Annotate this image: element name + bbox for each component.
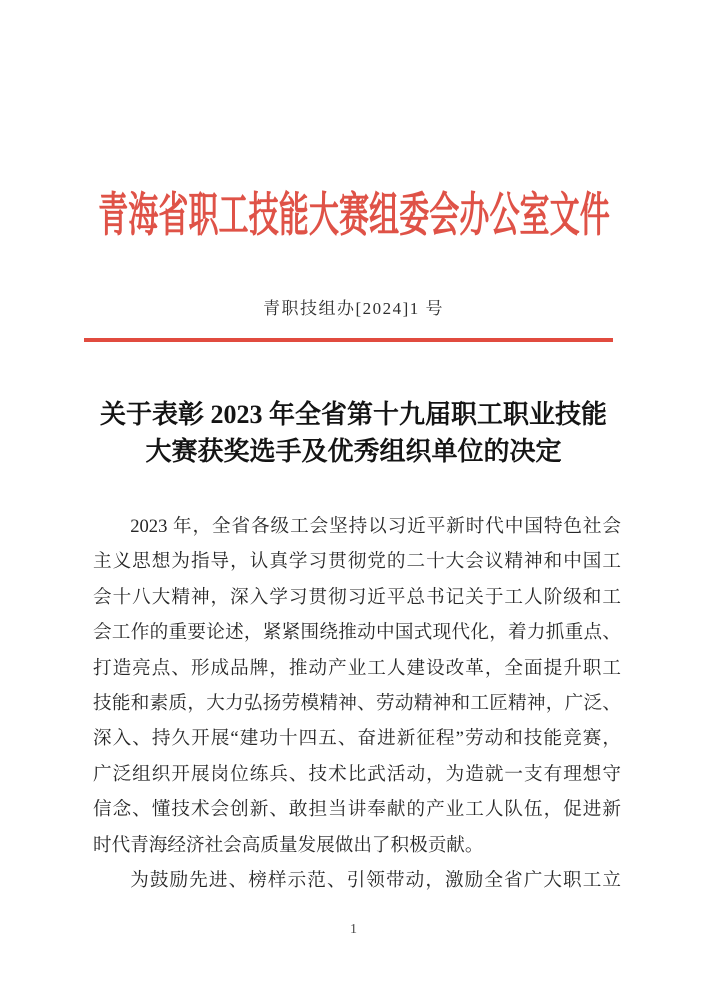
body-line: 广泛组织开展岗位练兵、技术比武活动，为造就一支有理想守	[93, 763, 621, 785]
document-title-line-2: 大赛获奖选手及优秀组织单位的决定	[145, 437, 562, 466]
document-body	[93, 509, 621, 898]
body-line: 打造亮点、形成品牌，推动产业工人建设改革，全面提升职工	[93, 657, 621, 679]
body-line: 2023 年，全省各级工会坚持以习近平新时代中国特色社会	[130, 516, 621, 537]
body-line: 主义思想为指导，认真学习贯彻党的二十大会议精神和中国工	[93, 551, 621, 573]
document-header-title: 青海省职工技能大赛组委会办公室文件	[97, 190, 610, 242]
body-line: 时代青海经济社会高质量发展做出了积极贡献。	[93, 834, 484, 856]
body-line: 会工作的重要论述，紧紧围绕推动中国式现代化，着力抓重点、	[93, 622, 621, 644]
document-number: 青职技组办[2024]1 号	[262, 299, 445, 318]
body-line: 会十八大精神，深入学习贯彻习近平总书记关于工人阶级和工	[93, 586, 621, 608]
body-line: 为鼓励先进、榜样示范、引领带动，激励全省广大职工立	[130, 870, 621, 892]
page-number: 1	[350, 922, 357, 937]
body-line: 技能和素质，大力弘扬劳模精神、劳动精神和工匠精神，广泛、	[93, 693, 621, 715]
red-divider-line	[84, 338, 613, 342]
body-line: 深入、持久开展“建功十四五、奋进新征程”劳动和技能竞赛，	[93, 728, 621, 750]
document-title-line-1: 关于表彰 2023 年全省第十九届职工职业技能	[99, 400, 607, 429]
document-title	[0, 396, 707, 470]
body-line: 信念、懂技术会创新、敢担当讲奉献的产业工人队伍，促进新	[93, 799, 621, 821]
